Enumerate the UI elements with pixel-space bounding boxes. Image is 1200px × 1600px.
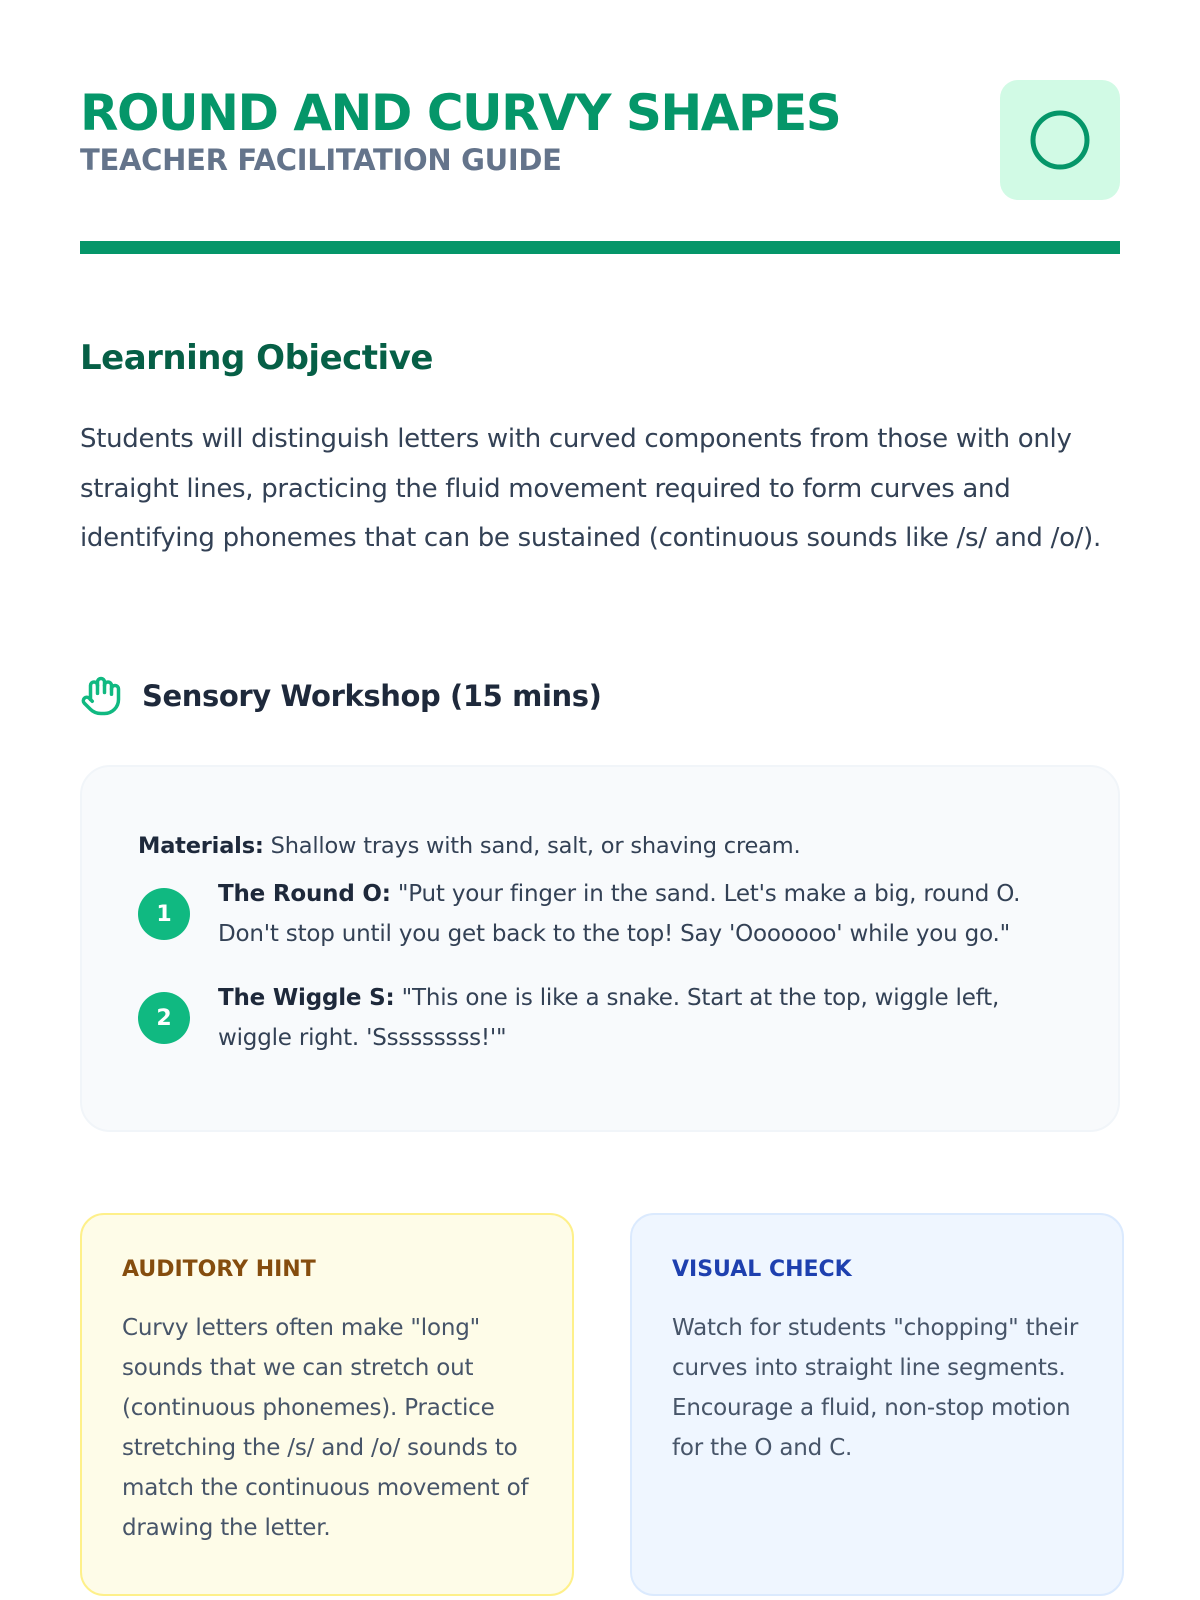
objective-heading: Learning Objective bbox=[80, 338, 433, 378]
step-body: "Put your finger in the sand. Let's make a big, round O. Don't stop until you get back to the top! Say 'Ooooooo' while you go." bbox=[218, 881, 1021, 947]
visual-check-label: VISUAL CHECK bbox=[672, 1257, 852, 1282]
page-title: ROUND AND CURVY SHAPES bbox=[80, 84, 841, 142]
step-text bbox=[218, 978, 1058, 1058]
step-number-badge: 1 bbox=[138, 888, 190, 940]
visual-check-card bbox=[630, 1213, 1124, 1596]
auditory-hint-card bbox=[80, 1213, 574, 1596]
step-label: The Round O: bbox=[218, 881, 391, 907]
materials-line bbox=[138, 829, 800, 863]
hand-icon bbox=[80, 675, 122, 717]
step-item bbox=[138, 978, 1058, 1058]
step-text bbox=[218, 874, 1058, 954]
page-subtitle: TEACHER FACILITATION GUIDE bbox=[80, 143, 562, 177]
auditory-hint-text: Curvy letters often make "long" sounds that we can stretch out (continuous phonemes). Practice stretching the /s/ and /o/ sounds to match the continuous movement of drawing the letter. bbox=[122, 1315, 529, 1541]
workshop-heading bbox=[80, 675, 601, 717]
materials-text: Shallow trays with sand, salt, or shaving cream. bbox=[263, 833, 801, 859]
logo-badge bbox=[1000, 80, 1120, 200]
workshop-card bbox=[80, 765, 1120, 1132]
visual-check-text: Watch for students "chopping" their curves into straight line segments. Encourage a fluid, non-stop motion for the O and C. bbox=[672, 1315, 1079, 1461]
header bbox=[80, 80, 1120, 255]
auditory-hint-label: AUDITORY HINT bbox=[122, 1257, 316, 1282]
materials-label: Materials: bbox=[138, 833, 264, 859]
step-item bbox=[138, 874, 1058, 954]
step-number-badge: 2 bbox=[138, 992, 190, 1044]
circle-icon bbox=[1027, 107, 1093, 173]
step-body: "This one is like a snake. Start at the top, wiggle left, wiggle right. 'Sssssssss!'" bbox=[218, 985, 1000, 1051]
header-divider bbox=[80, 241, 1120, 254]
objective-text: Students will distinguish letters with curved components from those with only straight lines, practicing the fluid movement required to form curves and identifying phonemes that can be sustained (continuous sounds like /s/ and /o/). bbox=[80, 424, 1101, 553]
workshop-title: Sensory Workshop (15 mins) bbox=[142, 679, 602, 713]
step-label: The Wiggle S: bbox=[218, 985, 395, 1011]
